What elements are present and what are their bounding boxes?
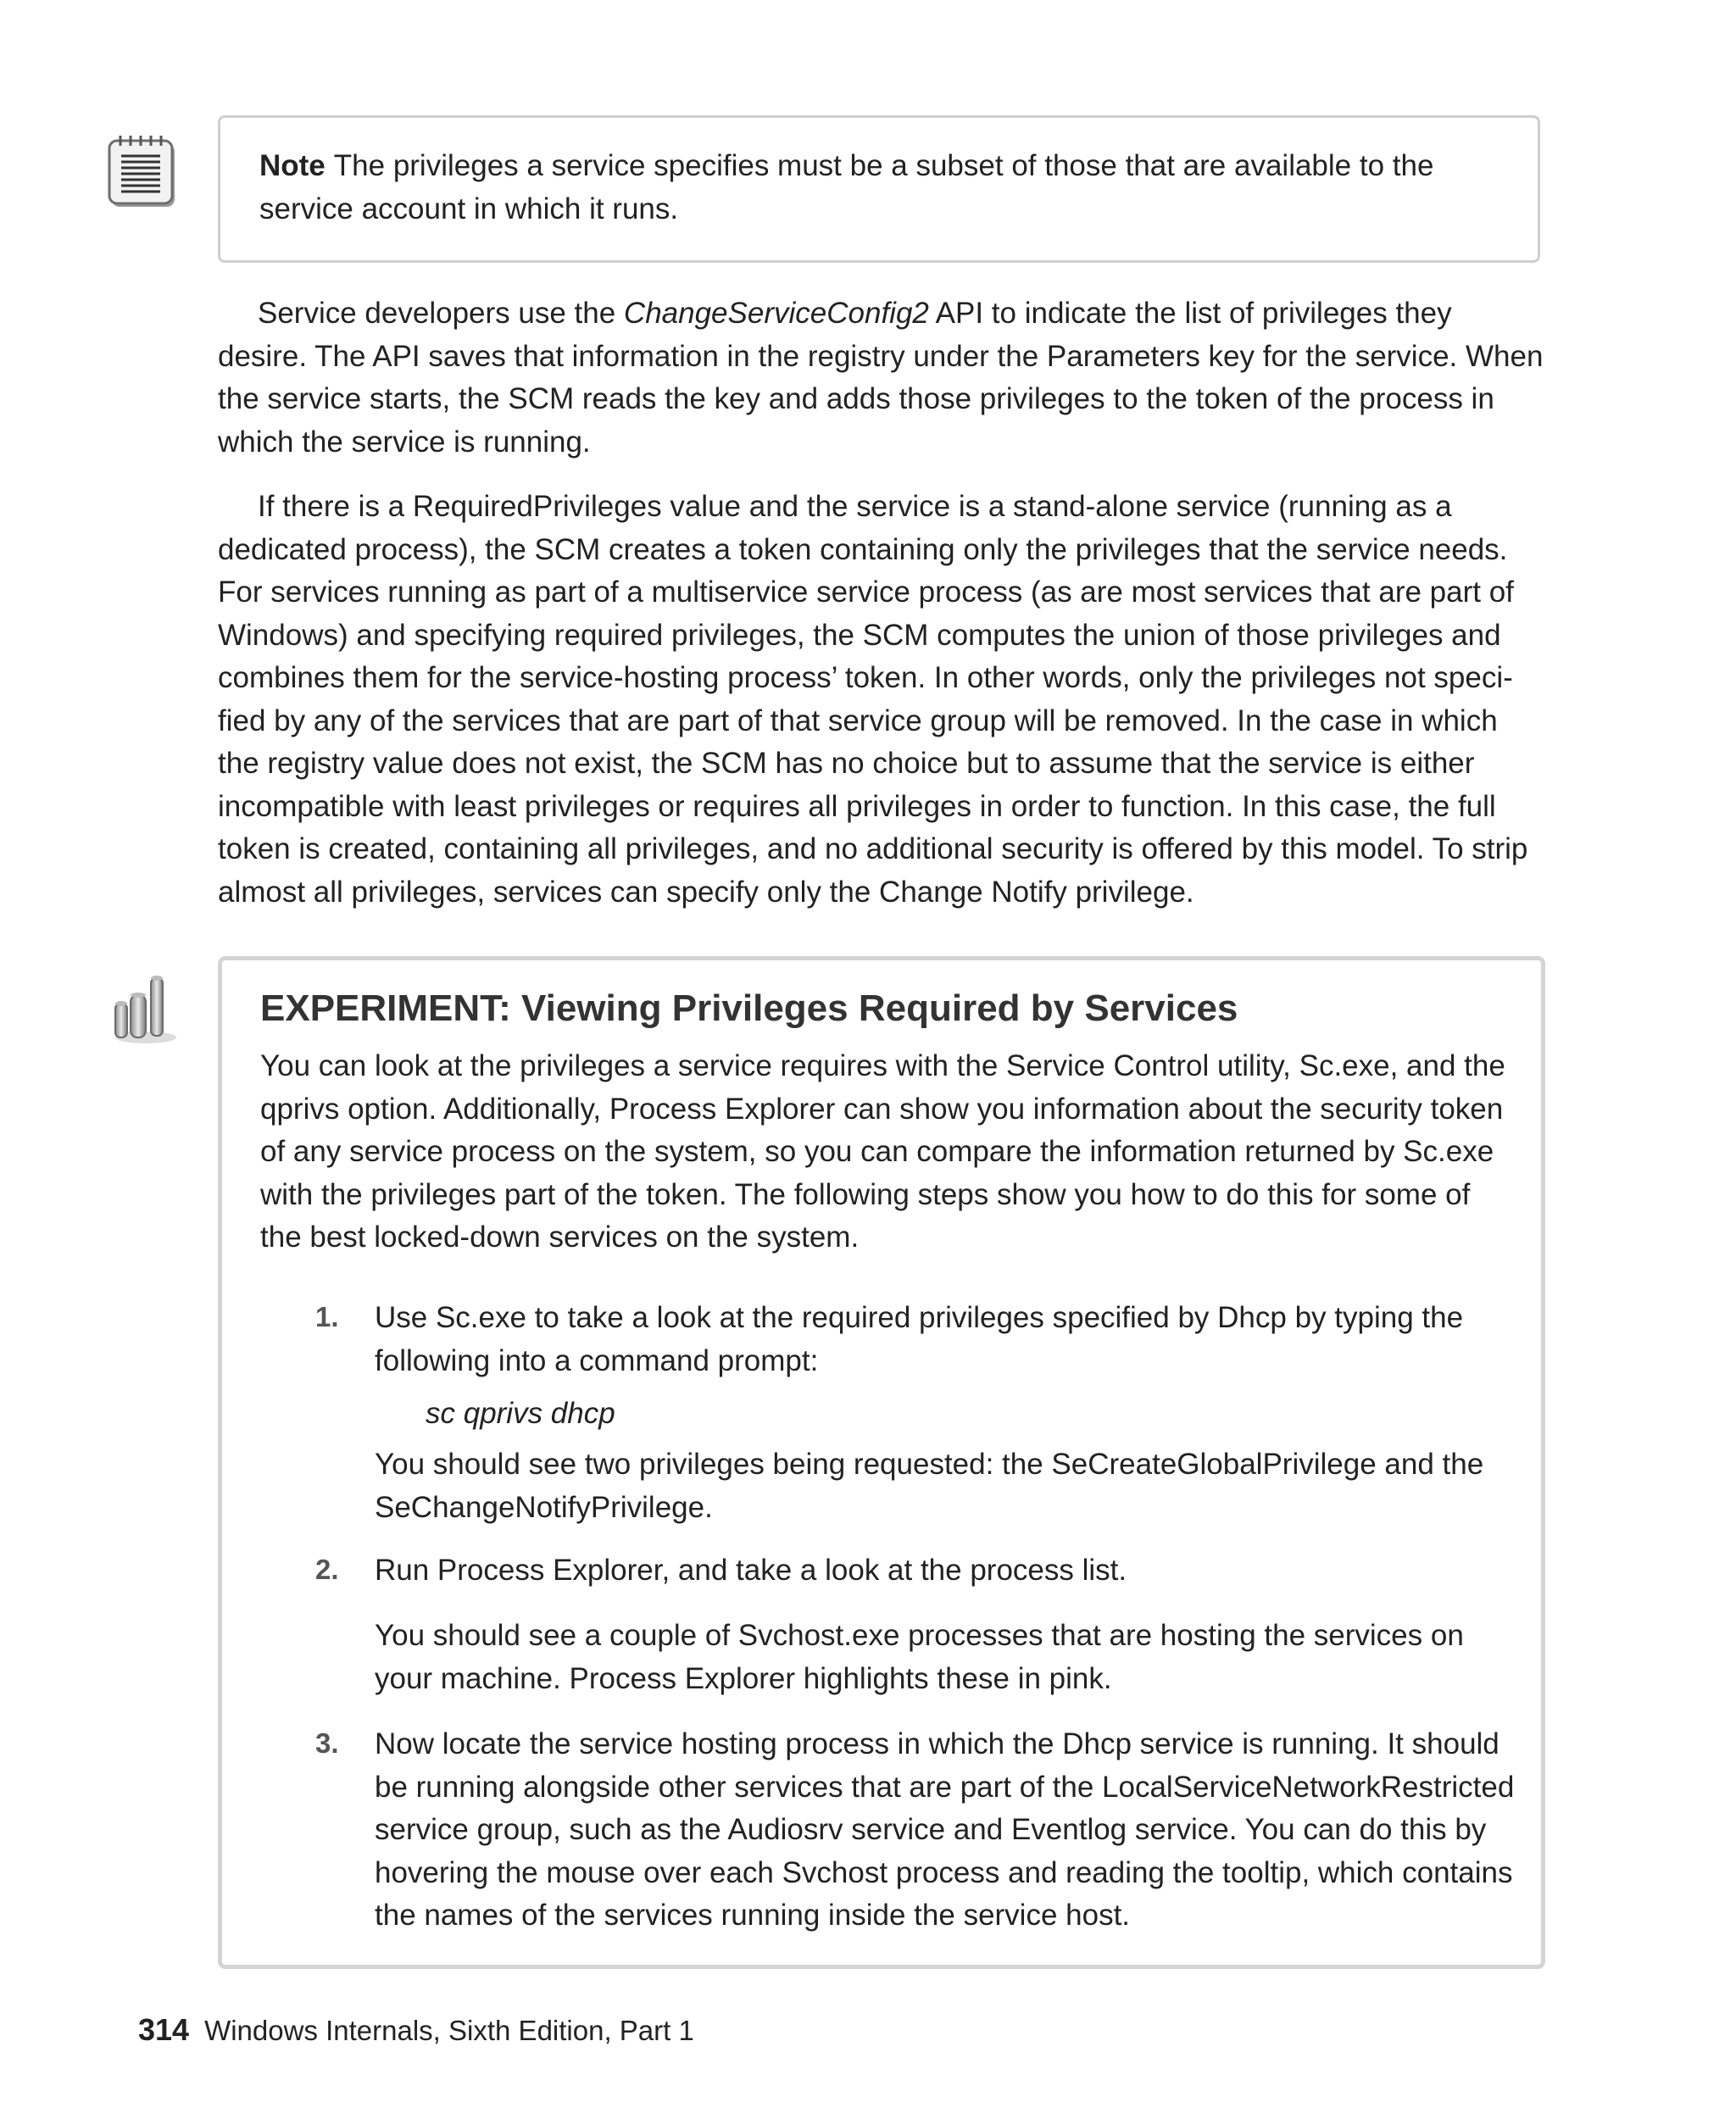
page-footer (138, 2012, 694, 2048)
page-number: 314 (138, 2012, 190, 2047)
step-followup: You should see a couple of Svchost.exe processes that are hosting the services on your machine. Process Explorer highlights these in pink. (375, 1619, 1464, 1695)
step-number: 3. (315, 1727, 339, 1759)
step-text: Now locate the service hosting process in which the Dhcp service is running. It should be running alongside other services that are part of the LocalServiceNetworkRestricted service group, such as the Audiosrv service and Eventlog service. You can do this by hovering the mouse over each Svchost process and reading the tooltip, which contains the names of the services running inside the service host. (375, 1727, 1515, 1932)
step-text: Use Sc.exe to take a look at the required privileges specified by Dhcp by typing the following into a command prompt: (375, 1301, 1464, 1377)
experiment-title: EXPERIMENT: Viewing Privileges Required by Services (260, 987, 1238, 1029)
test-tubes-icon (110, 975, 181, 1046)
note-body: The privileges a service specifies must be a subset of those that are available to the service account in which it runs. (259, 149, 1434, 225)
command-text: sc qprivs dhcp (426, 1397, 615, 1430)
paragraph-api-after: API to indicate the list of privileges they desire. The API saves that information in the registry under the Parameters key for the service. When the service starts, the SCM reads the key and adds those privileges to the token of the process in which the service is running. (218, 297, 1544, 459)
paragraph-api (218, 292, 1544, 464)
paragraph-api-before: Service developers use the (258, 297, 624, 330)
note-label: Note (259, 149, 326, 182)
book-title: Windows Internals, Sixth Edition, Part 1 (204, 2015, 694, 2046)
step-followup: You should see two privileges being requested: the SeCreateGlobalPrivilege and the SeChangeNotifyPrivilege. (375, 1448, 1484, 1524)
paragraph-required-privileges: If there is a RequiredPrivileges value and the service is a stand-alone service (running as a dedicated process), the SCM creates a token containing only the privileges that the service needs. For services running as part of a multiservice service process (as are most services that are part of Windows) and specifying required privileges, the SCM computes the union of those privileges and combines them for the service-hosting process’ token. In other words, only the privileges not specified by any of the services that are part of that service group will be removed. In the case in which the registry value does not exist, the SCM has no choice but to assume that the service is either incompatible with least privileges or requires all privileges in order to function. In this case, the full token is created, containing all privileges, and no additional security is offered by this model. To strip almost all privileges, services can specify only the Change Notify privilege. (218, 490, 1528, 909)
note-text (259, 145, 1505, 231)
api-name: ChangeServiceConfig2 (623, 297, 929, 330)
experiment-box (218, 956, 1545, 1969)
step-text: Run Process Explorer, and take a look at the process list. (375, 1554, 1127, 1587)
experiment-intro: You can look at the privileges a service requires with the Service Control utility, Sc.exe, and the qprivs option. Additionally, Process Explorer can show you information about the security token of any service process on the system, so you can compare the information returned by Sc.exe with the privileges part of the token. The following steps show you how to do this for some of the best locked-down services on the system. (260, 1049, 1505, 1254)
step-number: 2. (315, 1554, 339, 1585)
note-box (218, 115, 1540, 263)
step-number: 1. (315, 1301, 339, 1332)
notepad-icon (107, 134, 180, 212)
